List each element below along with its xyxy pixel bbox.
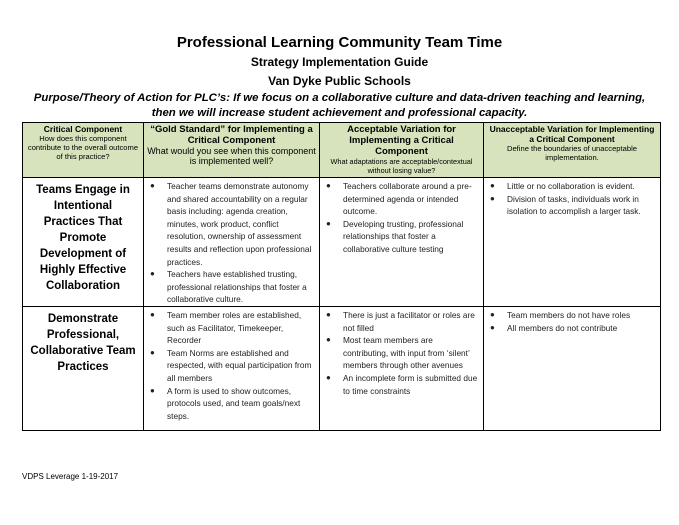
bullet-list bbox=[323, 309, 480, 397]
list-item bbox=[487, 180, 657, 193]
list-item bbox=[147, 180, 316, 268]
list-item-text: Team member roles are established, such as Facilitator, Timekeeper, Recorder bbox=[167, 309, 302, 346]
page-subtitle: Strategy Implementation Guide bbox=[250, 55, 429, 69]
acceptable-variation-cell bbox=[320, 178, 484, 307]
list-item-text: Teacher teams demonstrate autonomy and shared accountability on a regular basis including: agenda creation, minutes, work product, conflict resolution, ownership of assessment results and reflection upon professional practices. bbox=[167, 181, 312, 267]
table-row bbox=[23, 306, 661, 430]
gold-variation-cell bbox=[144, 306, 320, 430]
header-title: “Gold Standard” for Implementing a Critical Component bbox=[150, 124, 313, 146]
bullet-icon: ● bbox=[326, 218, 331, 228]
list-item bbox=[323, 372, 480, 397]
header-critical-component bbox=[23, 123, 144, 178]
list-item-text: An incomplete form is submitted due to time constraints bbox=[343, 372, 478, 396]
district-name: Van Dyke Public Schools bbox=[268, 74, 411, 88]
bullet-icon: ● bbox=[490, 193, 495, 203]
bullet-icon: ● bbox=[326, 309, 331, 319]
header-description: What adaptations are acceptable/contextual without losing value? bbox=[330, 157, 473, 175]
list-item-text: Team Norms are established and respected, with equal participation from all members bbox=[167, 347, 312, 383]
list-item bbox=[323, 309, 480, 334]
list-item bbox=[487, 309, 657, 322]
purpose-statement: Purpose/Theory of Action for PLC’s: If we focus on a collaborative culture and data-driven teaching and learning, then we will increase student achievement and professional capacity. bbox=[33, 92, 646, 119]
bullet-list bbox=[147, 309, 316, 422]
header-title: Critical Component bbox=[43, 124, 123, 134]
bullet-icon: ● bbox=[326, 372, 331, 382]
unacceptable-variation-cell bbox=[484, 178, 661, 307]
bullet-icon: ● bbox=[150, 309, 155, 319]
list-item-text: A form is used to show outcomes, protocols used, and team goals/next steps. bbox=[167, 385, 301, 421]
header-gold-standard bbox=[144, 123, 320, 178]
header-description: Define the boundaries of unacceptable implementation. bbox=[506, 144, 638, 162]
list-item bbox=[487, 193, 657, 218]
header-acceptable-variation bbox=[320, 123, 484, 178]
header-title: Acceptable Variation for Implementing a Critical Component bbox=[347, 124, 456, 157]
header-title: Unacceptable Variation for Implementing a Critical Component bbox=[489, 124, 655, 144]
implementation-guide-table bbox=[22, 122, 661, 431]
gold-variation-cell bbox=[144, 178, 320, 307]
bullet-icon: ● bbox=[490, 322, 495, 332]
list-item bbox=[323, 334, 480, 372]
table-row bbox=[23, 178, 661, 307]
unacceptable-variation-cell bbox=[484, 306, 661, 430]
bullet-list bbox=[487, 309, 657, 334]
list-item bbox=[147, 268, 316, 306]
list-item bbox=[147, 309, 316, 347]
header-description: What would you see when this component is implemented well? bbox=[147, 146, 316, 166]
list-item bbox=[323, 180, 480, 218]
list-item-text: There is just a facilitator or roles are not filled bbox=[343, 309, 475, 333]
bullet-icon: ● bbox=[490, 309, 495, 319]
bullet-icon: ● bbox=[150, 385, 155, 395]
bullet-list bbox=[323, 180, 480, 256]
list-item-text: Division of tasks, individuals work in isolation to accomplish a larger task. bbox=[507, 193, 641, 217]
header-description: How does this component contribute to the overall outcome of this practice? bbox=[27, 134, 139, 161]
list-item-text: Developing trusting, professional relationships that foster a collaborative culture testing bbox=[343, 218, 464, 254]
bullet-icon: ● bbox=[150, 181, 155, 190]
list-item-text: Teachers have established trusting, professional relationships that foster a collaborative culture. bbox=[167, 269, 307, 305]
list-item bbox=[147, 385, 316, 423]
list-item bbox=[147, 347, 316, 385]
page-title: Professional Learning Community Team Time bbox=[176, 34, 503, 51]
list-item-text: All members do not contribute bbox=[507, 322, 618, 333]
list-item bbox=[487, 322, 657, 335]
list-item-text: Teachers collaborate around a pre-determined agenda or intended outcome. bbox=[343, 181, 472, 217]
bullet-list bbox=[147, 180, 316, 306]
critical-component-cell: Demonstrate Professional, Collaborative Team Practices bbox=[23, 306, 144, 430]
header-unacceptable-variation bbox=[484, 123, 661, 178]
footer-version: VDPS Leverage 1-19-2017 bbox=[22, 472, 119, 481]
bullet-icon: ● bbox=[326, 335, 331, 345]
acceptable-variation-cell bbox=[320, 306, 484, 430]
critical-component-cell: Teams Engage in Intentional Practices That Promote Development of Highly Effective Collaboration bbox=[23, 178, 144, 307]
table-header-row bbox=[23, 123, 661, 178]
bullet-list bbox=[487, 180, 657, 218]
list-item-text: Little or no collaboration is evident. bbox=[507, 181, 635, 191]
bullet-icon: ● bbox=[150, 269, 155, 279]
bullet-icon: ● bbox=[150, 347, 155, 357]
list-item-text: Most team members are contributing, with input from ‘silent’ members through other avenues bbox=[343, 335, 470, 371]
bullet-icon: ● bbox=[490, 181, 495, 190]
list-item bbox=[323, 218, 480, 256]
bullet-icon: ● bbox=[326, 181, 331, 190]
list-item-text: Team members do not have roles bbox=[507, 309, 631, 320]
